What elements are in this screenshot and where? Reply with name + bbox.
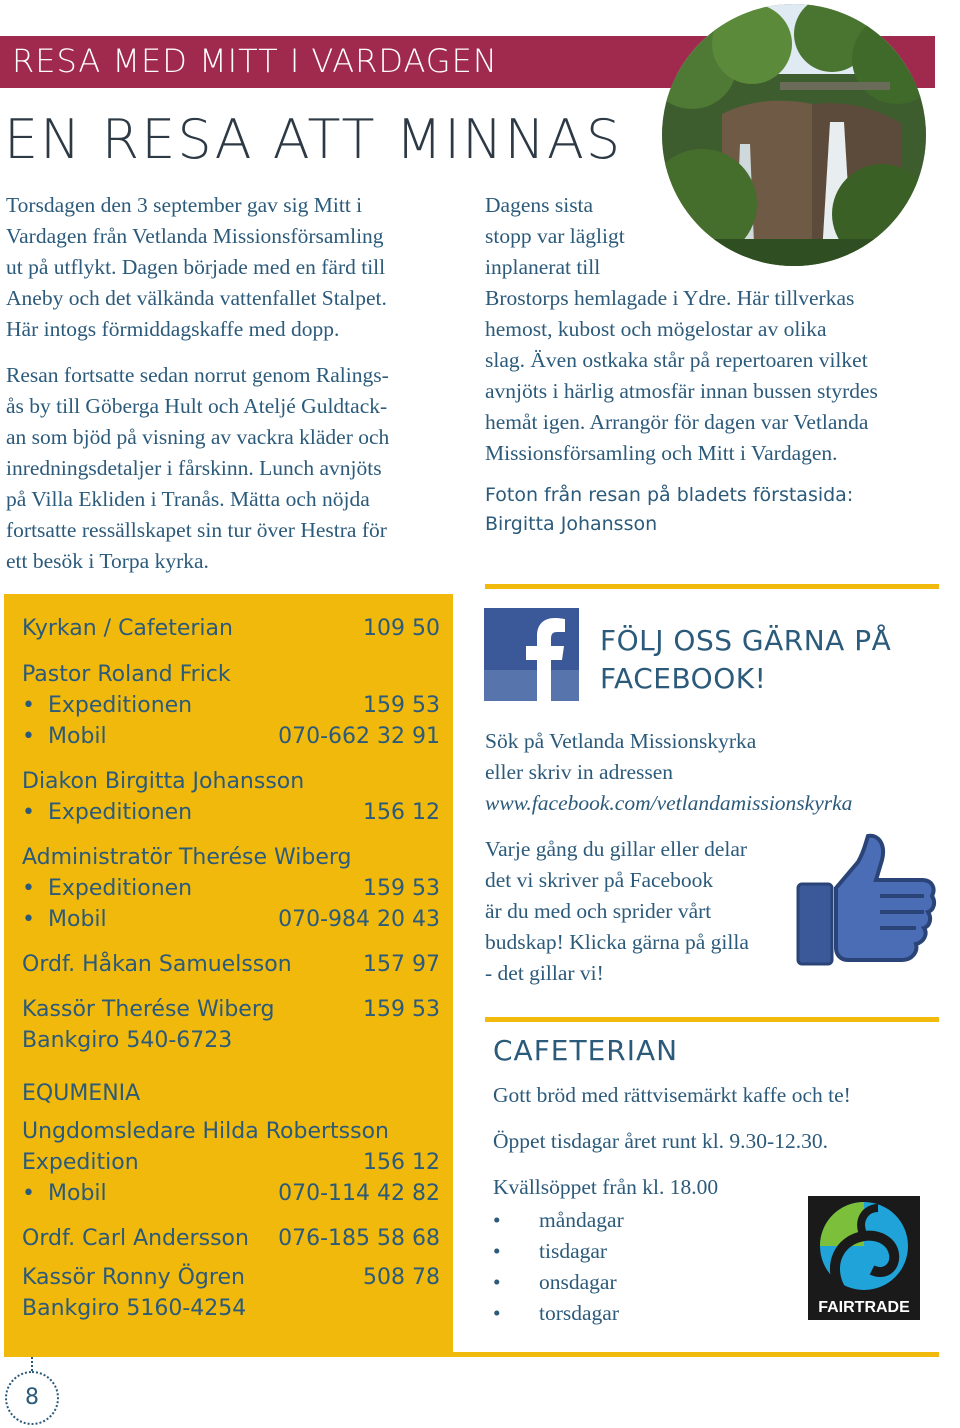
article-paragraph-3	[485, 190, 945, 469]
contact-label: Ungdomsledare Hilda Robertsson	[22, 1119, 389, 1144]
text-line: ut på utflykt. Dagen började med en färd till	[6, 255, 386, 279]
bullet-icon: •	[493, 1208, 501, 1232]
contact-number: 159 53	[363, 693, 440, 718]
text-line: Brostorps hemlagade i Ydre. Här tillverkas	[485, 286, 855, 310]
contact-number: 159 53	[363, 997, 440, 1022]
contact-label: Expeditionen	[48, 876, 193, 901]
text-line: Varje gång du gillar eller delar	[485, 837, 748, 861]
text-line: Vardagen från Vetlanda Missionsförsamling	[6, 224, 384, 248]
contact-number: 070-984 20 43	[278, 907, 440, 932]
text-line: Missionsförsamling och Mitt i Vardagen.	[485, 441, 838, 465]
contact-row	[22, 662, 440, 687]
contact-number: 070-662 32 91	[278, 724, 440, 749]
text-line: Aneby och det välkända vattenfallet Stalpet.	[6, 286, 387, 310]
cafeteria-heading: CAFETERIAN	[493, 1034, 679, 1067]
article-paragraph-2	[6, 360, 466, 577]
contact-label: Diakon Birgitta Johansson	[22, 769, 305, 794]
text-line: Dagens sista	[485, 193, 594, 217]
contact-label: Mobil	[48, 724, 107, 749]
section-label: RESA MED MITT I VARDAGEN	[12, 42, 498, 80]
contact-label: Mobil	[48, 1181, 107, 1206]
article-paragraph-1	[6, 190, 466, 345]
contact-number: 508 78	[363, 1265, 440, 1290]
contact-label: Expeditionen	[48, 800, 193, 825]
text-line: hemåt igen. Arrangör för dagen var Vetlanda	[485, 410, 869, 434]
cafeteria-opening-hours: Öppet tisdagar året runt kl. 9.30-12.30.	[493, 1129, 828, 1153]
day-label: torsdagar	[539, 1301, 619, 1325]
list-item	[493, 1267, 624, 1298]
facebook-url-link[interactable]: www.facebook.com/vetlandamissionskyrka	[485, 791, 853, 815]
text-line: ett besök i Torpa kyrka.	[6, 549, 209, 573]
article-left-column-2	[6, 360, 466, 588]
contact-row	[22, 800, 440, 825]
contact-number: 156 12	[363, 1150, 440, 1175]
contact-row	[22, 693, 440, 718]
bullet-icon: •	[22, 907, 35, 932]
facebook-instructions	[485, 726, 852, 819]
text-line: är du med och sprider vårt	[485, 899, 712, 923]
text-line: an som bjöd på visning av vackra kläder och	[6, 425, 390, 449]
contact-box	[4, 594, 453, 1357]
contact-label: Kyrkan / Cafeterian	[22, 616, 233, 641]
contact-label: Kassör Ronny Ögren	[22, 1265, 245, 1290]
bullet-icon: •	[22, 724, 35, 749]
text-line: avnjöts i härlig atmosfär innan bussen styrdes	[485, 379, 878, 403]
page-number: 8	[25, 1385, 39, 1410]
text-line: slag. Även ostkaka står på repertoaren vilket	[485, 348, 868, 372]
contact-row	[22, 1296, 440, 1321]
contact-row	[22, 724, 440, 749]
day-label: onsdagar	[539, 1270, 617, 1294]
cafeteria-days-list	[493, 1205, 624, 1329]
contact-row	[22, 769, 440, 794]
contact-row	[22, 876, 440, 901]
divider	[453, 1352, 939, 1357]
contact-row	[22, 1226, 440, 1251]
divider	[485, 1017, 939, 1022]
fairtrade-logo	[808, 1196, 920, 1320]
article-headline: EN RESA ATT MINNAS	[4, 108, 623, 171]
photo-caption	[485, 481, 853, 539]
contact-row	[22, 845, 440, 870]
contact-row	[22, 1081, 440, 1106]
bullet-icon: •	[493, 1270, 501, 1294]
caption-line: Birgitta Johansson	[485, 513, 658, 535]
contact-label: Administratör Therése Wiberg	[22, 845, 352, 870]
divider	[485, 584, 939, 589]
caption-line: Foton från resan på bladets förstasida:	[485, 484, 854, 506]
contact-label: Expedition	[22, 1150, 139, 1175]
text-line: inredningsdetaljer i fårskinn. Lunch avnjöts	[6, 456, 382, 480]
contact-label: Expeditionen	[48, 693, 193, 718]
contact-label: Bankgiro 540-6723	[22, 1028, 233, 1053]
contact-row	[22, 1028, 440, 1053]
list-item	[493, 1205, 624, 1236]
contact-row	[22, 1265, 440, 1290]
bullet-icon: •	[22, 693, 35, 718]
heading-line: FACEBOOK!	[600, 662, 767, 695]
contact-number: 157 97	[363, 952, 440, 977]
bullet-icon: •	[22, 800, 35, 825]
facebook-heading	[600, 622, 891, 698]
facebook-share-text	[485, 834, 749, 989]
text-line: inplanerat till	[485, 255, 601, 279]
contact-number: 076-185 58 68	[278, 1226, 440, 1251]
contact-number: 156 12	[363, 800, 440, 825]
contact-row	[22, 952, 440, 977]
text-line: - det gillar vi!	[485, 961, 604, 985]
article-left-column	[6, 190, 466, 356]
cafeteria-evening-hours: Kvällsöppet från kl. 18.00	[493, 1175, 719, 1199]
bullet-icon: •	[22, 876, 35, 901]
text-line: ås by till Göberga Hult och Ateljé Guldtack-	[6, 394, 388, 418]
contact-number: 070-114 42 82	[278, 1181, 440, 1206]
contact-label: Ordf. Håkan Samuelsson	[22, 952, 292, 977]
contact-row	[22, 1119, 440, 1144]
list-item	[493, 1236, 624, 1267]
page-number-badge	[5, 1371, 59, 1425]
day-label: tisdagar	[539, 1239, 608, 1263]
thumbs-up-icon	[796, 832, 938, 968]
fairtrade-label: FAIRTRADE	[818, 1299, 910, 1316]
contact-number: 159 53	[363, 876, 440, 901]
bullet-icon: •	[22, 1181, 35, 1206]
contact-label: Kassör Therése Wiberg	[22, 997, 275, 1022]
contact-row	[22, 997, 440, 1022]
contact-label: Bankgiro 5160-4254	[22, 1296, 247, 1321]
heading-line: FÖLJ OSS GÄRNA PÅ	[600, 624, 892, 657]
page-number-connector	[31, 1357, 35, 1371]
contact-label: Ordf. Carl Andersson	[22, 1226, 249, 1251]
list-item	[493, 1298, 624, 1329]
contact-label: EQUMENIA	[22, 1081, 141, 1106]
bullet-icon: •	[493, 1301, 501, 1325]
text-line: eller skriv in adressen	[485, 760, 674, 784]
contact-number: 109 50	[363, 616, 440, 641]
contact-label: Pastor Roland Frick	[22, 662, 231, 687]
contact-row	[22, 616, 440, 641]
text-line: Sök på Vetlanda Missionskyrka	[485, 729, 757, 753]
text-line: Torsdagen den 3 september gav sig Mitt i	[6, 193, 363, 217]
facebook-logo-icon[interactable]	[484, 608, 579, 701]
text-line: hemost, kubost och mögelostar av olika	[485, 317, 827, 341]
text-line: stopp var lägligt	[485, 224, 625, 248]
text-line: fortsatte ressällskapet sin tur över Hestra för	[6, 518, 387, 542]
text-line: Här intogs förmiddagskaffe med dopp.	[6, 317, 340, 341]
contact-row	[22, 1150, 440, 1175]
contact-row	[22, 1181, 440, 1206]
text-line: Resan fortsatte sedan norrut genom Ralings-	[6, 363, 389, 387]
bullet-icon: •	[493, 1239, 501, 1263]
article-right-column	[485, 190, 945, 480]
text-line: budskap! Klicka gärna på gilla	[485, 930, 749, 954]
text-line: på Villa Ekliden i Tranås. Mätta och nöjda	[6, 487, 370, 511]
contact-row	[22, 907, 440, 932]
contact-label: Mobil	[48, 907, 107, 932]
text-line: det vi skriver på Facebook	[485, 868, 714, 892]
cafeteria-line: Gott bröd med rättvisemärkt kaffe och te!	[493, 1083, 851, 1107]
day-label: måndagar	[539, 1208, 624, 1232]
